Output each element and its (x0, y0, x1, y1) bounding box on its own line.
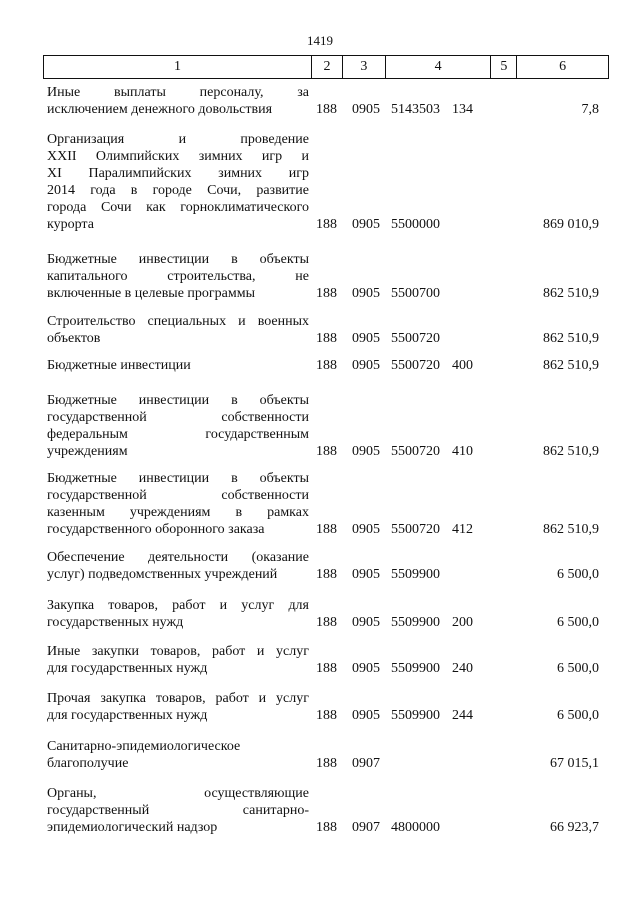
cell-col-4: 5509900 (391, 567, 440, 582)
description-line: для государственных нужд (47, 661, 208, 676)
description-line: государственной собственности (47, 488, 309, 503)
cell-col-4: 5500720 (391, 444, 440, 459)
description-line: Иные выплаты персоналу, за (47, 85, 309, 100)
description-line: федеральным государственным (47, 427, 309, 442)
cell-col-3: 0905 (352, 708, 380, 723)
description-line: казенным учреждениям в рамках (47, 505, 309, 520)
description-line: Строительство специальных и военных (47, 314, 309, 329)
header-col-5: 5 (490, 56, 516, 78)
row-description (47, 251, 309, 302)
description-line: эпидемиологический надзор (47, 820, 218, 835)
cell-col-5: 412 (452, 522, 473, 537)
cell-col-6: 7,8 (581, 102, 599, 117)
description-line: государственной собственности (47, 410, 309, 425)
page-number: 1419 (307, 33, 333, 48)
cell-col-3: 0905 (352, 358, 380, 373)
table-row (47, 131, 599, 233)
cell-col-4: 5500720 (391, 358, 440, 373)
cell-col-3: 0905 (352, 286, 380, 301)
description-line: Бюджетные инвестиции (47, 358, 191, 373)
cell-col-6: 66 923,7 (550, 820, 599, 835)
row-description (47, 597, 309, 631)
description-line: XI Паралимпийских зимних игр (47, 166, 309, 181)
cell-col-5: 410 (452, 444, 473, 459)
cell-col-3: 0905 (352, 615, 380, 630)
cell-col-3: 0905 (352, 444, 380, 459)
cell-col-2: 188 (316, 567, 337, 582)
description-line: Бюджетные инвестиции в объекты (47, 252, 309, 267)
cell-col-6: 862 510,9 (543, 286, 599, 301)
cell-col-2: 188 (316, 615, 337, 630)
cell-col-3: 0907 (352, 820, 380, 835)
header-col-2: 2 (311, 56, 342, 78)
cell-col-6: 862 510,9 (543, 444, 599, 459)
description-line: объектов (47, 331, 101, 346)
cell-col-6: 862 510,9 (543, 331, 599, 346)
header-col-3: 3 (342, 56, 385, 78)
cell-col-4: 5509900 (391, 708, 440, 723)
row-description (47, 313, 309, 347)
cell-col-6: 6 500,0 (557, 615, 599, 630)
description-line: Бюджетные инвестиции в объекты (47, 393, 309, 408)
description-line: города Сочи как горноклиматического (47, 200, 309, 215)
cell-col-3: 0905 (352, 567, 380, 582)
cell-col-4: 5509900 (391, 661, 440, 676)
description-line: государственного оборонного заказа (47, 522, 265, 537)
cell-col-2: 188 (316, 756, 337, 771)
description-line: благополучие (47, 756, 129, 771)
table-row (47, 690, 599, 724)
cell-col-3: 0905 (352, 102, 380, 117)
cell-col-4: 5500000 (391, 217, 440, 232)
row-description (47, 785, 309, 836)
cell-col-6: 862 510,9 (543, 522, 599, 537)
cell-col-2: 188 (316, 217, 337, 232)
description-line: государственный санитарно- (47, 803, 309, 818)
table-row (47, 785, 599, 836)
table-row (47, 597, 599, 631)
description-line: государственных нужд (47, 615, 184, 630)
table-row (47, 392, 599, 460)
cell-col-4: 5509900 (391, 615, 440, 630)
description-line: Санитарно-эпидемиологическое (47, 739, 241, 754)
cell-col-3: 0905 (352, 217, 380, 232)
row-description (47, 690, 309, 724)
row-description (47, 392, 309, 460)
cell-col-2: 188 (316, 331, 337, 346)
row-description (47, 84, 309, 118)
table-row (47, 251, 599, 302)
cell-col-3: 0905 (352, 522, 380, 537)
description-line: Организация и проведение (47, 132, 309, 147)
description-line: для государственных нужд (47, 708, 208, 723)
cell-col-3: 0905 (352, 661, 380, 676)
cell-col-5: 200 (452, 615, 473, 630)
cell-col-2: 188 (316, 102, 337, 117)
table-row (47, 84, 599, 118)
cell-col-5: 244 (452, 708, 473, 723)
cell-col-4: 4800000 (391, 820, 440, 835)
table-row (47, 738, 599, 772)
cell-col-4: 5500720 (391, 331, 440, 346)
header-col-1: 1 (174, 59, 182, 74)
cell-col-2: 188 (316, 522, 337, 537)
description-line: включенные в целевые программы (47, 286, 256, 301)
cell-col-2: 188 (316, 661, 337, 676)
description-line: капитального строительства, не (47, 269, 309, 284)
description-line: Бюджетные инвестиции в объекты (47, 471, 309, 486)
cell-col-5: 400 (452, 358, 473, 373)
description-line: Иные закупки товаров, работ и услуг (47, 644, 309, 659)
cell-col-2: 188 (316, 444, 337, 459)
description-line: учреждениям (47, 444, 128, 459)
cell-col-2: 188 (316, 708, 337, 723)
row-description (47, 470, 309, 538)
cell-col-6: 862 510,9 (543, 358, 599, 373)
description-line: XXII Олимпийских зимних игр и (47, 149, 309, 164)
description-line: Прочая закупка товаров, работ и услуг (47, 691, 309, 706)
description-line: Органы, осуществляющие (47, 786, 309, 801)
table-row (47, 357, 599, 374)
cell-col-2: 188 (316, 358, 337, 373)
cell-col-4: 5143503 (391, 102, 440, 117)
table-row (47, 643, 599, 677)
cell-col-5: 134 (452, 102, 473, 117)
table-row (47, 313, 599, 347)
row-description (47, 549, 309, 583)
table-row (47, 470, 599, 538)
cell-col-6: 67 015,1 (550, 756, 599, 771)
cell-col-4: 5500700 (391, 286, 440, 301)
header-col-6: 6 (516, 56, 608, 78)
cell-col-4: 5500720 (391, 522, 440, 537)
row-description (47, 357, 309, 374)
description-line: исключением денежного довольствия (47, 102, 273, 117)
description-line: услуг) подведомственных учреждений (47, 567, 278, 582)
cell-col-6: 869 010,9 (543, 217, 599, 232)
header-col-4: 4 (385, 56, 491, 78)
row-description (47, 738, 309, 772)
cell-col-3: 0905 (352, 331, 380, 346)
table-header (43, 55, 609, 79)
cell-col-6: 6 500,0 (557, 708, 599, 723)
cell-col-5: 240 (452, 661, 473, 676)
cell-col-2: 188 (316, 286, 337, 301)
description-line: курорта (47, 217, 94, 232)
description-line: 2014 года в городе Сочи, развитие (47, 183, 309, 198)
description-line: Обеспечение деятельности (оказание (47, 550, 309, 565)
description-line: Закупка товаров, работ и услуг для (47, 598, 309, 613)
cell-col-2: 188 (316, 820, 337, 835)
row-description (47, 643, 309, 677)
row-description (47, 131, 309, 233)
cell-col-3: 0907 (352, 756, 380, 771)
table-row (47, 549, 599, 583)
cell-col-6: 6 500,0 (557, 567, 599, 582)
cell-col-6: 6 500,0 (557, 661, 599, 676)
